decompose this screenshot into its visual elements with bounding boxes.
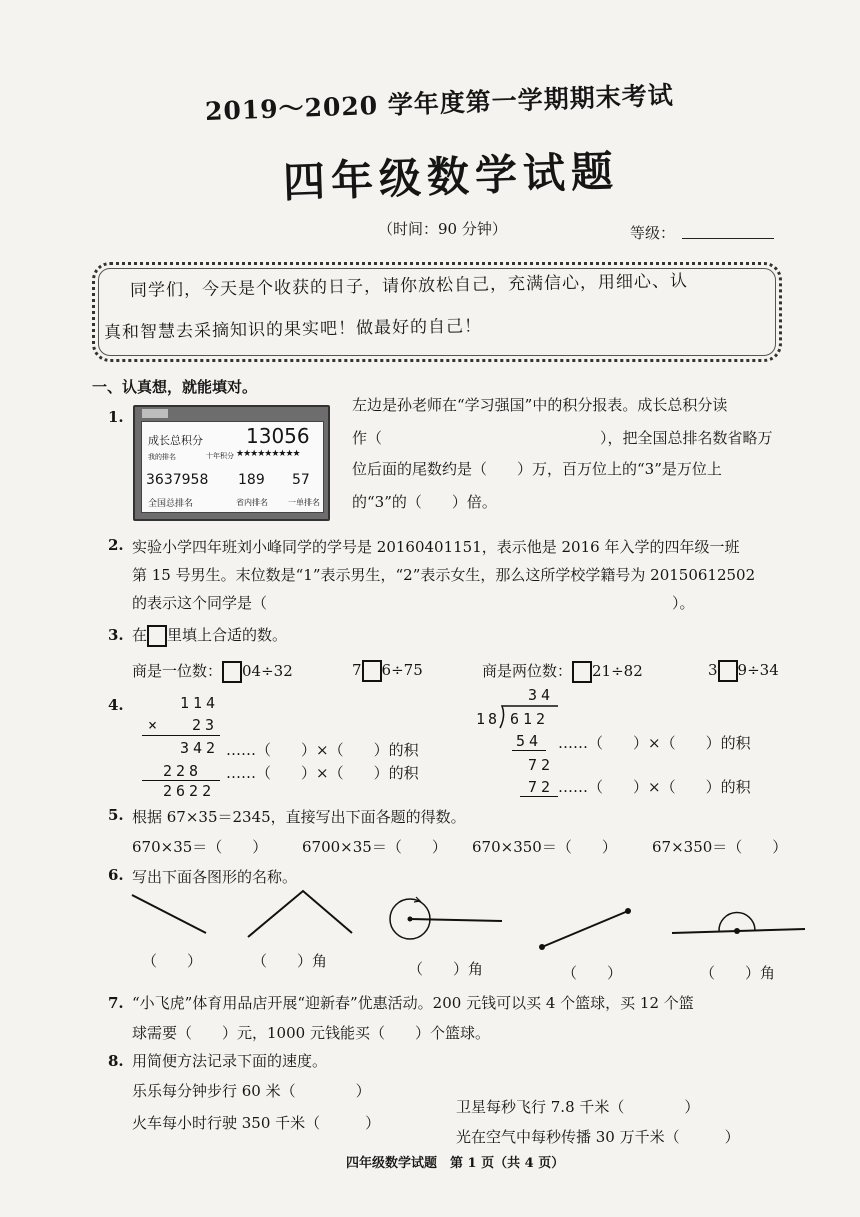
- div-step-1: 54: [512, 732, 546, 751]
- q5-item-2: 6700×35＝（ ）: [302, 838, 447, 856]
- q2-number: 2.: [108, 536, 124, 554]
- q5-item-3: 670×350＝（ ）: [472, 838, 617, 856]
- q3-expr2b: 6÷75: [381, 661, 423, 679]
- q2-text-line2: 第 15 号男生。末位数是“1”表示男生，“2”表示女生，那么这所学校学籍号为 20150612502: [132, 566, 756, 584]
- q3-expr2a: 7: [352, 661, 362, 679]
- fill-box-2[interactable]: [362, 660, 382, 682]
- exam-title-line1: 2019～2020 学年度第一学期期末考试: [204, 80, 675, 126]
- q3-expr4b: 9÷34: [737, 661, 779, 679]
- q7-text-line1: “小飞虎”体育用品店开展“迎新春”优惠活动。200 元钱可以买 4 个篮球，买 12 个篮: [132, 994, 694, 1012]
- q4-number: 4.: [108, 696, 124, 714]
- encouragement-line2: 真和智慧去采摘知识的果实吧！做最好的自己！: [103, 316, 483, 343]
- q8-number: 8.: [108, 1052, 124, 1070]
- grade-blank-line: [682, 238, 774, 239]
- mult-times-sign: ×: [148, 716, 158, 734]
- value-total-points: 13056: [246, 424, 310, 448]
- mult-top: 114: [180, 694, 220, 712]
- rank-unit: 57: [292, 472, 310, 488]
- q1-text-line1: 左边是孙老师在“学习强国”中的积分报表。成长总积分读: [352, 396, 728, 414]
- mult-line-2: [142, 780, 220, 781]
- exam-title-line2: 四年级数学试题: [282, 146, 620, 207]
- phone-status-tag: [142, 409, 168, 418]
- points-screenshot: [133, 405, 330, 521]
- q3-intro-a: 在: [132, 626, 148, 644]
- q3-intro: [132, 624, 287, 647]
- mult-result: 2622: [163, 782, 216, 800]
- q6-answer-3: （ ）角: [408, 960, 484, 978]
- mult-partial-2-note: ……（ ）×（ ）的积: [226, 764, 419, 782]
- q2-text-line3a: 的表示这个同学是（: [132, 594, 268, 612]
- mult-partial-1-note: ……（ ）×（ ）的积: [226, 741, 419, 759]
- rating-stars: ★★★★★★★★★: [236, 449, 300, 459]
- q1-text-line2b: ），把全国总排名数省略万: [600, 429, 773, 447]
- two-digit-label: 商是两位数：: [482, 662, 573, 680]
- round-angle-figure: [390, 897, 502, 939]
- q2-text-line1: 实验小学四年班刘小峰同学的学号是 20160401151，表示他是 2016 年入学的四年级一班: [132, 538, 740, 556]
- q3-number: 3.: [108, 626, 124, 644]
- fill-box-1[interactable]: [222, 661, 242, 683]
- line-segment-figure: [132, 895, 206, 933]
- label-ten-year: 十年积分: [206, 452, 234, 460]
- blank-box-sample: [147, 625, 167, 647]
- straight-angle-figure: [672, 912, 805, 934]
- one-digit-label: 商是一位数：: [132, 662, 223, 680]
- rank-national: 3637958: [146, 472, 209, 488]
- label-total-points: 成长总积分: [148, 434, 203, 447]
- div-step-2: 72: [528, 756, 555, 774]
- rank-province: 189: [238, 472, 265, 488]
- div-dividend: 612: [510, 710, 550, 728]
- q1-text-line4: 的“3”的（ ）倍。: [352, 493, 497, 511]
- mult-partial-1: 342: [180, 739, 220, 757]
- q1-text-line2a: 作（: [352, 429, 383, 447]
- label-province-rank: 省内排名: [236, 498, 268, 507]
- q3-intro-b: 里填上合适的数。: [167, 626, 288, 644]
- fill-box-3[interactable]: [572, 661, 592, 683]
- div-step-3: 72: [520, 778, 558, 797]
- q3-two-digit: [482, 660, 643, 683]
- q7-number: 7.: [108, 994, 124, 1012]
- div-divisor: 18: [476, 710, 501, 728]
- q6-answer-1: （ ）: [142, 952, 203, 970]
- q3-one-digit: [132, 660, 293, 683]
- q8-item-2: 卫星每秒飞行 7.8 千米（ ）: [456, 1098, 700, 1116]
- div-quotient: 34: [528, 686, 555, 704]
- q8-intro: 用简便方法记录下面的速度。: [132, 1052, 328, 1070]
- label-my-rank: 我的排名: [148, 453, 176, 461]
- grade-label: 等级：: [630, 224, 676, 242]
- points-screen: [141, 421, 324, 513]
- q8-item-4: 光在空气中每秒传播 30 万千米（ ）: [456, 1128, 740, 1146]
- q7-text-line2: 球需要（ ）元，1000 元钱能买（ ）个篮球。: [132, 1024, 490, 1042]
- q6-answer-5: （ ）角: [700, 964, 776, 982]
- q5-item-1: 670×35＝（ ）: [132, 838, 268, 856]
- section1-title: 一、认真想，就能填对。: [92, 378, 258, 396]
- q6-answer-2: （ ）角: [252, 952, 328, 970]
- page-footer: 四年级数学试题 第 1 页（共 4 页）: [346, 1156, 565, 1171]
- q1-text-line3: 位后面的尾数约是（ ）万，百万位上的“3”是万位上: [352, 460, 722, 478]
- q5-number: 5.: [108, 806, 124, 824]
- q3-expr4: [708, 660, 779, 682]
- q3-expr3: 21÷82: [592, 662, 643, 680]
- div-step-3-note: ……（ ）×（ ）的积: [558, 778, 751, 796]
- angle-figure: [248, 891, 352, 937]
- mult-bottom: 23: [192, 716, 219, 734]
- geometry-figures: [120, 885, 810, 955]
- encouragement-line1: 同学们，今天是个收获的日子，请你放松自己，充满信心，用细心、认: [129, 271, 689, 301]
- time-info: （时间：90 分钟）: [378, 220, 507, 238]
- endpoint-segment-figure: [539, 908, 631, 950]
- q8-item-1: 乐乐每分钟步行 60 米（ ）: [132, 1082, 371, 1100]
- label-unit-rank: 一单排名: [288, 498, 320, 507]
- mult-partial-2: 228: [163, 762, 203, 780]
- q2-text-line3b: ）。: [672, 594, 695, 612]
- fill-box-4[interactable]: [718, 660, 738, 682]
- div-step-1-note: ……（ ）×（ ）的积: [558, 734, 751, 752]
- q3-expr2: [352, 660, 423, 682]
- q3-expr1: 04÷32: [242, 662, 293, 680]
- q1-number: 1.: [108, 408, 124, 426]
- mult-line-1: [142, 735, 220, 736]
- q3-expr4a: 3: [708, 661, 718, 679]
- q6-number: 6.: [108, 866, 124, 884]
- q5-intro: 根据 67×35＝2345，直接写出下面各题的得数。: [132, 808, 466, 826]
- label-national-rank: 全国总排名: [148, 499, 194, 509]
- q6-answer-4: （ ）: [562, 964, 623, 982]
- q6-intro: 写出下面各图形的名称。: [132, 868, 298, 886]
- q5-item-4: 67×350＝（ ）: [652, 838, 788, 856]
- q8-item-3: 火车每小时行驶 350 千米（ ）: [132, 1114, 381, 1132]
